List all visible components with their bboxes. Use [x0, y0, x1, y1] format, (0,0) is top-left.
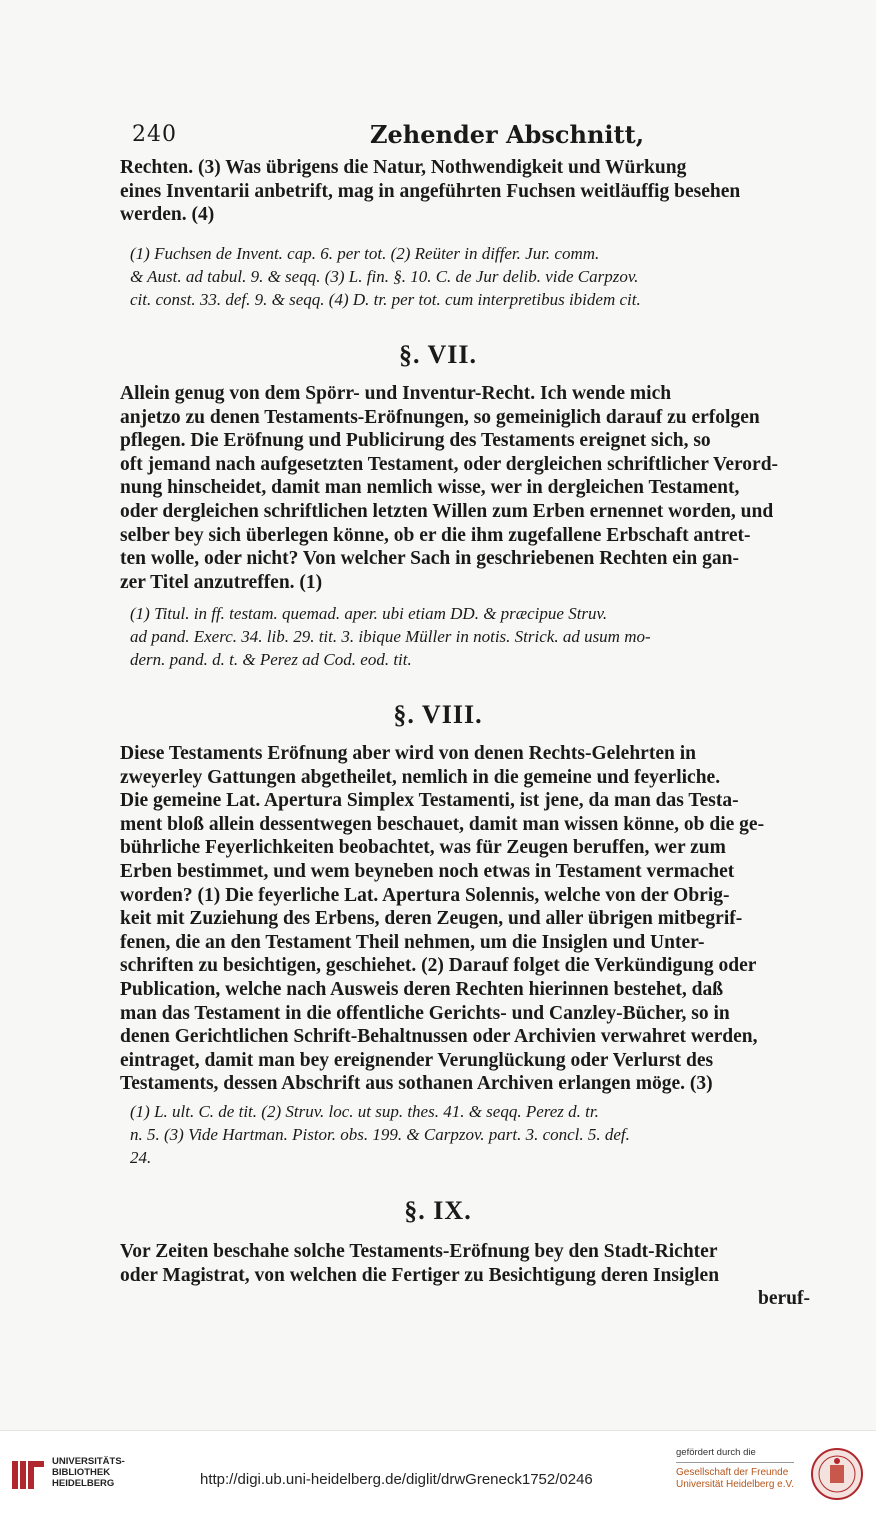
funder-name-line: Gesellschaft der Freunde [676, 1467, 789, 1478]
footnote-line: cit. const. 33. def. 9. & seqq. (4) D. tr. per tot. cum interpretibus ibidem cit. [130, 290, 641, 309]
section-heading-vii: §. VII. [398, 340, 478, 369]
section-heading-ix: §. IX. [404, 1196, 472, 1225]
text-line: Vor Zeiten beschahe solche Testaments-Eröfnung bey den Stadt-Richter [120, 1241, 718, 1262]
section-heading-viii: §. VIII. [393, 700, 483, 729]
footnote-line: (1) Titul. in ff. testam. quemad. aper. ubi etiam DD. & præcipue Struv. [130, 604, 608, 623]
library-name-line: BIBLIOTHEK [52, 1467, 111, 1478]
text-line: ment bloß allein dessentwegen beschauet, damit man wissen könne, ob die ge- [120, 813, 765, 835]
text-line: anjetzo zu denen Testaments-Eröfnungen, so gemeiniglich darauf zu erfolgen [120, 406, 760, 428]
footnote-line: n. 5. (3) Vide Hartman. Pistor. obs. 199. & Carpzov. part. 3. concl. 5. def. [130, 1125, 630, 1144]
library-logo-icon [10, 1457, 46, 1493]
divider [676, 1462, 794, 1463]
page-number: 240 [132, 122, 177, 147]
text-line: worden? (1) Die feyerliche Lat. Apertura Solennis, welche von der Obrig- [120, 884, 730, 906]
text-line: keit mit Zuziehung des Erbens, deren Zeugen, und aller übrigen mitbegrif- [120, 908, 743, 930]
library-name [52, 1456, 125, 1489]
library-name-line: HEIDELBERG [52, 1478, 115, 1489]
intro-paragraph [120, 156, 810, 227]
funder-name-line: Universität Heidelberg e.V. [676, 1479, 795, 1490]
running-head: Zehender Abschnitt, [370, 120, 645, 149]
text-line: Allein genug von dem Spörr- und Inventur-Recht. Ich wende mich [120, 383, 672, 404]
page-header [120, 118, 820, 152]
text-line: Diese Testaments Eröfnung aber wird von denen Rechts-Gelehrten in [120, 743, 696, 764]
text-line: pflegen. Die Eröfnung und Publicirung des Testaments ereignet sich, so [120, 430, 711, 452]
text-line: zer Titel anzutreffen. (1) [120, 571, 323, 593]
catchword: beruf- [758, 1288, 810, 1310]
text-line: denen Gerichtlichen Schrift-Behaltnussen oder Archivien verwahret werden, [120, 1026, 758, 1048]
footnote-line: (1) Fuchsen de Invent. cap. 6. per tot. (2) Reüter in differ. Jur. comm. [130, 244, 600, 263]
funding-credit [676, 1447, 806, 1491]
footnote-line: (1) L. ult. C. de tit. (2) Struv. loc. ut sup. thes. 41. & seqq. Perez d. tr. [130, 1102, 599, 1121]
section-viii-paragraph [120, 742, 810, 1096]
text-line: Publication, welche nach Ausweis deren Rechten hierinnen bestehet, daß [120, 978, 724, 1000]
text-line: nung hinscheidet, damit man nemlich wisse, wer in dergleichen Testament, [120, 477, 740, 499]
text-line: Erben bestimmet, und wem beyneben noch etwas in Testament vermachet [120, 860, 735, 882]
text-line: oder dergleichen schriftlichen letzten Willen zum Erben ernennet worden, und [120, 500, 774, 522]
text-line: eines Inventarii anbetrift, mag in angeführten Fuchsen weitläuffig besehen [120, 180, 741, 202]
viewer-footer [0, 1430, 876, 1514]
text-line: Rechten. (3) Was übrigens die Natur, Nothwendigkeit und Würkung [120, 157, 687, 178]
section-vii-paragraph [120, 382, 810, 594]
footnote-line: ad pand. Exerc. 34. lib. 29. tit. 3. ibique Müller in notis. Strick. ad usum mo- [130, 627, 651, 646]
footnote-block-vii [130, 602, 810, 671]
text-line: fenen, die an den Testament Theil nehmen, um die Insiglen und Unter- [120, 931, 705, 953]
footnote-line: & Aust. ad tabul. 9. & seqq. (3) L. fin. §. 10. C. de Jur delib. vide Carpzov. [130, 267, 639, 286]
library-name-line: UNIVERSITÄTS- [52, 1456, 125, 1467]
text-line: man das Testament in die offentliche Gerichts- und Canzley-Bücher, so in [120, 1002, 730, 1024]
funded-by-label: gefördert durch die [676, 1447, 756, 1458]
text-line: schriften zu besichtigen, geschiehet. (2) Darauf folget die Verkündigung oder [120, 955, 757, 977]
text-line: oft jemand nach aufgesetzten Testament, oder dergleichen schriftlicher Verord- [120, 453, 779, 475]
text-line: ten wolle, oder nicht? Von welcher Sach in geschriebenen Rechten ein gan- [120, 548, 739, 570]
footnote-block-viii [130, 1100, 810, 1169]
text-line: werden. (4) [120, 204, 215, 226]
university-seal-icon [810, 1447, 864, 1501]
permalink-url[interactable]: http://digi.ub.uni-heidelberg.de/diglit/drwGreneck1752/0246 [200, 1471, 593, 1488]
text-line: Testaments, dessen Abschrift aus sothanen Archiven erlangen möge. (3) [120, 1073, 713, 1095]
text-line: selber bey sich überlegen könne, ob er die ihm zugefallene Erbschaft antret- [120, 524, 751, 546]
footnote-line: dern. pand. d. t. & Perez ad Cod. eod. tit. [130, 650, 412, 669]
text-line: oder Magistrat, von welchen die Fertiger zu Besichtigung deren Insiglen [120, 1264, 720, 1286]
text-line: zweyerley Gattungen abgetheilet, nemlich in die gemeine und feyerliche. [120, 766, 721, 788]
footnote-line: 24. [130, 1148, 152, 1167]
text-line: bührliche Feyerlichkeiten beobachtet, was für Zeugen beruffen, wer zum [120, 837, 726, 859]
text-line: eintraget, damit man bey ereignender Verunglückung oder Verlurst des [120, 1049, 714, 1071]
text-line: Die gemeine Lat. Apertura Simplex Testamenti, ist jene, da man das Testa- [120, 790, 739, 812]
section-ix-paragraph [120, 1240, 810, 1311]
footnote-block-1 [130, 242, 810, 311]
